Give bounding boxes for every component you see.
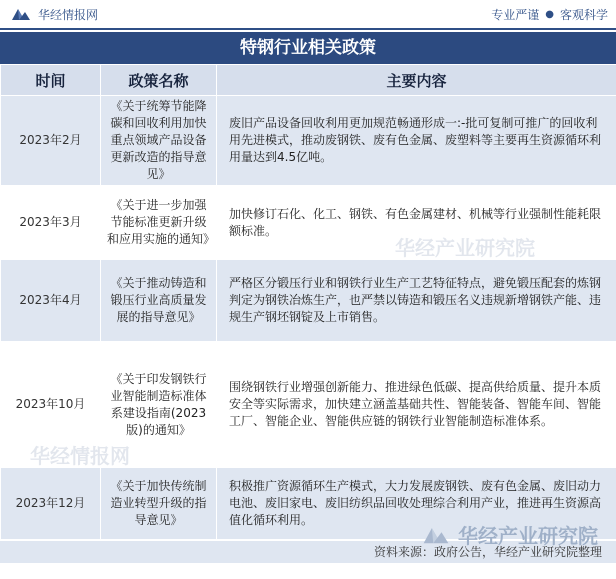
watermark-brand-name: 华经产业研究院 bbox=[458, 524, 598, 548]
row-time: 2023年3月 bbox=[1, 186, 101, 260]
row-policy-name: 《关于加快传统制造业转型升级的指导意见》 bbox=[101, 468, 217, 540]
slogan bbox=[491, 6, 608, 23]
watermark-logo-icon bbox=[420, 524, 452, 546]
row-content: 加快修订石化、化工、钢铁、有色金属建材、机械等行业强制性能耗限额标准。 bbox=[217, 186, 616, 260]
column-header-main-content: 主要内容 bbox=[217, 65, 616, 96]
row-policy-name: 《关于进一步加强节能标准更新升级和应用实施的通知》 bbox=[101, 186, 217, 260]
source-footer: 资料来源：政府公告，华经产业研究院整理 bbox=[0, 540, 616, 563]
row-time: 2023年12月 bbox=[1, 468, 101, 540]
column-header-policy-name: 政策名称 bbox=[101, 65, 217, 96]
column-header-time: 时间 bbox=[1, 65, 101, 96]
table-row bbox=[1, 96, 616, 186]
row-time: 2023年4月 bbox=[1, 260, 101, 342]
table-row bbox=[1, 260, 616, 342]
row-content: 积极推广资源循环生产模式，大力发展废钢铁、废有色金属、废旧动力电池、废旧家电、废旧纺织品回收处理综合利用产业，推进再生资源高值化循环利用。 bbox=[217, 468, 616, 540]
slogan-right: 客观科学 bbox=[559, 7, 608, 22]
row-content: 围绕钢铁行业增强创新能力、推进绿色低碳、提高供给质量、提升本质安全等实际需求，加快建立涵盖基础共性、智能装备、智能车间、智能工厂、智能企业、智能供应链的钢铁行业智能制造标准体系。 bbox=[217, 342, 616, 468]
row-time: 2023年2月 bbox=[1, 96, 101, 186]
brand-logo-icon bbox=[10, 6, 32, 22]
row-content: 严格区分锻压行业和钢铁行业生产工艺特征特点，避免锻压配套的炼钢判定为钢铁冶炼生产，也严禁以铸造和锻压名义违规新增钢铁产能、违规生产钢坯钢锭及上市销售。 bbox=[217, 260, 616, 342]
top-bar bbox=[0, 0, 616, 30]
row-time: 2023年10月 bbox=[1, 342, 101, 468]
brand-name: 华经情报网 bbox=[38, 7, 99, 22]
watermark-text: 华经产业研究院 bbox=[395, 236, 535, 260]
policy-table bbox=[0, 64, 616, 540]
watermark-text: 华经情报网 bbox=[30, 444, 130, 468]
table-title: 特钢行业相关政策 bbox=[0, 32, 616, 64]
row-content: 废旧产品设备回收利用更加规范畅通形成一:-批可复制可推广的回收利用先进模式，推动废钢铁、废有色金属、废塑料等主要再生资源循环利用量达到4.5亿吨。 bbox=[217, 96, 616, 186]
table-row bbox=[1, 186, 616, 260]
row-policy-name: 《关于统筹节能降碳和回收利用加快重点领域产品设备更新改造的指导意见》 bbox=[101, 96, 217, 186]
slogan-dot: ● bbox=[545, 8, 554, 20]
table-header-row bbox=[1, 65, 616, 96]
row-policy-name: 《关于印发钢铁行业智能制造标准体系建设指南(2023版)的通知》 bbox=[101, 342, 217, 468]
brand[interactable] bbox=[10, 6, 98, 23]
row-policy-name: 《关于推动铸造和锻压行业高质量发展的指导意见》 bbox=[101, 260, 217, 342]
watermark-brand bbox=[420, 520, 598, 549]
slogan-left: 专业严谨 bbox=[491, 7, 540, 22]
table-row bbox=[1, 342, 616, 468]
